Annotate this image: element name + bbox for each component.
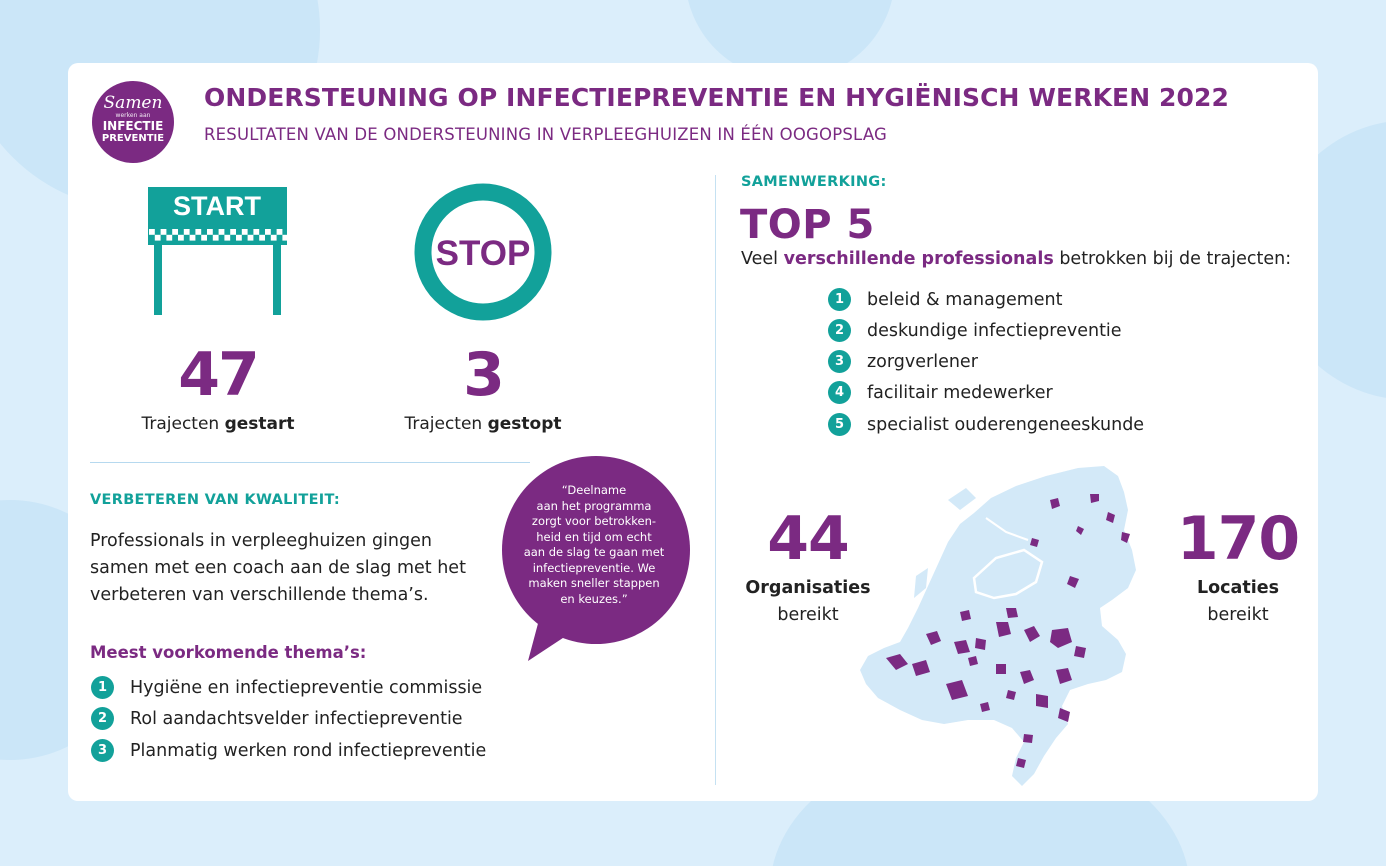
locations-label-bold: Locaties: [1196, 578, 1279, 598]
started-label-prefix: Trajecten: [141, 414, 225, 434]
intro-bold: verschillende professionals: [783, 249, 1054, 269]
professional-item-5: [828, 413, 1144, 436]
started-count: 47: [178, 340, 258, 410]
infographic-card: [68, 63, 1318, 801]
theme-item-2: [91, 707, 463, 730]
number-badge-3: 3: [91, 739, 114, 762]
professional-item-3: [828, 350, 978, 373]
stopped-label-prefix: Trajecten: [404, 414, 488, 434]
logo-script-text: Samen: [103, 93, 163, 113]
start-sign-label: START: [173, 191, 261, 221]
quote-line: aan de slag te gaan met: [523, 545, 665, 559]
organisations-label: [728, 575, 888, 629]
quote-line: en keuzes.”: [560, 591, 628, 606]
logo-preventie-text: PREVENTIE: [101, 133, 165, 144]
netherlands-map-icon: [856, 458, 1156, 793]
section-divider: [90, 462, 530, 463]
number-badge-5: 5: [828, 413, 851, 436]
theme-item-1: [91, 676, 482, 699]
professional-text-3: zorgverlener: [867, 351, 978, 372]
stop-sign-label: STOP: [435, 234, 531, 273]
number-badge-1: 1: [828, 288, 851, 311]
started-label: [108, 414, 328, 434]
locations-label: [1158, 575, 1318, 629]
cooperation-heading: SAMENWERKING:: [741, 174, 887, 190]
quote-line: “Deelname: [561, 483, 627, 497]
stopped-label-bold: gestopt: [487, 414, 562, 434]
locations-count: 170: [1176, 504, 1300, 574]
top5-heading: TOP 5: [740, 202, 875, 248]
theme-text-3: Planmatig werken rond infectiepreventie: [130, 740, 487, 761]
quote-line: maken sneller stappen: [528, 576, 660, 590]
number-badge-3: 3: [828, 350, 851, 373]
locations-label-text: bereikt: [1207, 605, 1269, 625]
themes-heading: Meest voorkomende thema’s:: [90, 643, 367, 662]
professional-text-4: facilitair medewerker: [867, 382, 1053, 403]
stopped-count: 3: [463, 340, 503, 410]
organisations-label-text: bereikt: [777, 605, 839, 625]
intro-suffix: betrokken bij de trajecten:: [1053, 249, 1292, 269]
started-label-bold: gestart: [224, 414, 295, 434]
theme-text-1: Hygiëne en infectiepreventie commissie: [130, 677, 483, 698]
quote-line: zorgt voor betrokken-: [531, 514, 657, 528]
professional-item-2: [828, 319, 1122, 342]
theme-item-3: [91, 739, 486, 762]
number-badge-1: 1: [91, 676, 114, 699]
page-subtitle: RESULTATEN VAN DE ONDERSTEUNING IN VERPLEEGHUIZEN IN ÉÉN OOGOPSLAG: [204, 125, 887, 144]
number-badge-4: 4: [828, 381, 851, 404]
professional-item-4: [828, 381, 1053, 404]
start-flag-icon: [148, 187, 288, 317]
logo-small-text: werken aan: [115, 112, 151, 119]
page-title: ONDERSTEUNING OP INFECTIEPREVENTIE EN HYGIËNISCH WERKEN 2022: [204, 83, 1230, 112]
organisations-label-bold: Organisaties: [745, 578, 871, 598]
column-divider: [715, 175, 716, 785]
professional-item-1: [828, 288, 1062, 311]
quote-line: heid en tijd om echt: [536, 529, 652, 544]
quote-text: [514, 483, 674, 607]
stop-sign-icon: [413, 182, 553, 322]
number-badge-2: 2: [91, 707, 114, 730]
samen-logo: [92, 81, 174, 163]
stopped-label: [373, 414, 593, 434]
professional-text-1: beleid & management: [867, 289, 1063, 310]
theme-text-2: Rol aandachtsvelder infectiepreventie: [130, 708, 463, 729]
logo-infectie-text: INFECTIE: [102, 119, 164, 133]
number-badge-2: 2: [828, 319, 851, 342]
quality-paragraph: Professionals in verpleeghuizen gingen samen met een coach aan de slag met het verbeteren van verschillende thema’s.: [90, 531, 466, 605]
quality-heading: VERBETEREN VAN KWALITEIT:: [90, 492, 340, 508]
quote-line: aan het programma: [536, 498, 652, 513]
organisations-count: 44: [767, 504, 849, 574]
professional-text-2: deskundige infectiepreventie: [867, 320, 1122, 341]
intro-prefix: Veel: [741, 249, 784, 269]
quote-line: infectiepreventie. We: [532, 560, 656, 575]
professional-text-5: specialist ouderengeneeskunde: [867, 414, 1145, 435]
cooperation-intro: [741, 249, 1291, 269]
